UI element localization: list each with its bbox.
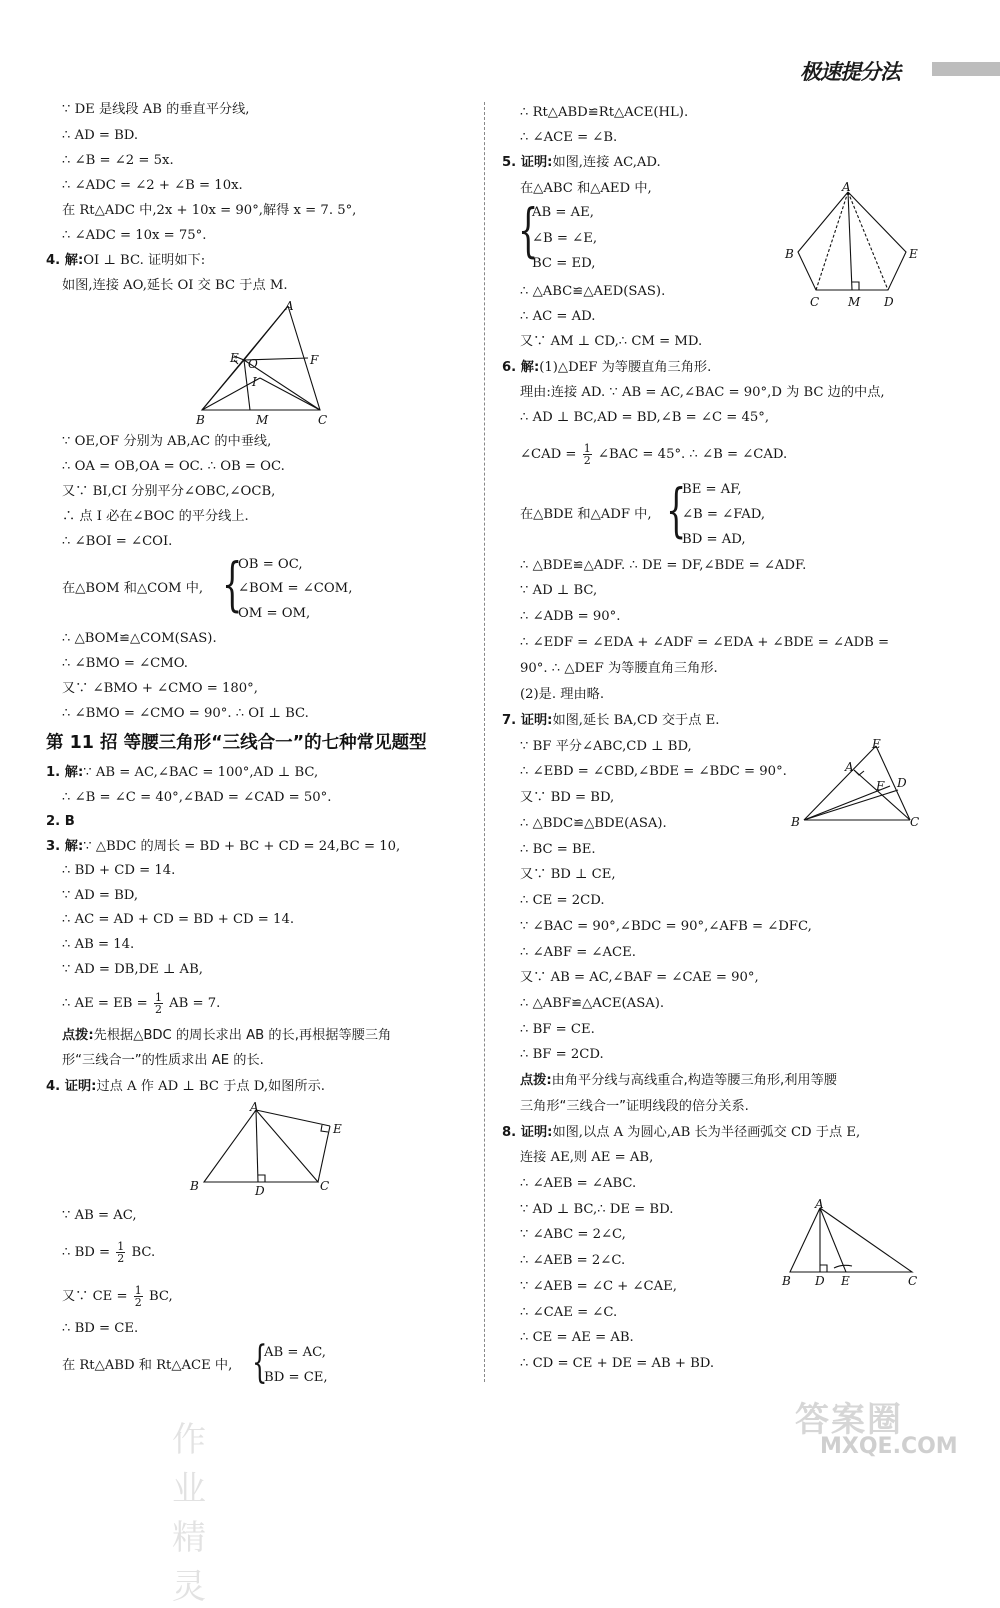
problem-7	[502, 712, 719, 730]
label-D: D	[897, 776, 907, 790]
fraction	[134, 1285, 143, 1308]
text-line: ∴ ∠B = ∠2 = 5x.	[62, 153, 174, 168]
label-C: C	[318, 413, 328, 427]
label-C: C	[810, 295, 820, 309]
problem-4	[46, 252, 205, 270]
text-line: ∵ AB = AC,	[62, 1208, 137, 1223]
label-D: D	[815, 1274, 825, 1288]
text-part: BC.	[131, 1245, 156, 1260]
brace-icon: {	[252, 1337, 268, 1388]
text-line: ∴ ∠AEB = ∠ABC.	[520, 1176, 637, 1191]
system-line: BD = AD,	[682, 532, 746, 547]
problem-number: 4. 解:	[46, 253, 84, 268]
problem-text: 如图,连接 AC,AD.	[552, 155, 661, 170]
system-line: ∠BOM = ∠COM,	[238, 581, 353, 596]
label-A: A	[285, 299, 294, 313]
problem-4b	[46, 1078, 325, 1096]
text-line: ∴ ∠BOI = ∠COI.	[62, 534, 173, 549]
text-line: ∴ ∠AEB = 2∠C.	[520, 1253, 626, 1268]
problem-text: 如图,延长 BA,CD 交于点 E.	[552, 713, 720, 728]
page-header	[800, 56, 1000, 86]
text-line: ∴ AD = BD.	[62, 128, 139, 143]
system-line: BE = AF,	[682, 482, 742, 497]
fraction-numerator: 1	[583, 442, 591, 455]
text-line: 又∵ AM ⊥ CD,∴ CM = MD.	[520, 334, 703, 349]
text-line: ∴ AB = 14.	[62, 937, 135, 952]
system-prefix: 在△BOM 和△COM 中,	[62, 581, 204, 596]
text-line: ∴ △BDE≌△ADF. ∴ DE = DF,∠BDE = ∠ADF.	[520, 558, 807, 573]
text-line: 又∵ ∠BMO + ∠CMO = 180°,	[62, 681, 258, 696]
label-E: E	[872, 737, 881, 751]
watermark-logo: 答案圈	[795, 1400, 903, 1440]
label-B: B	[196, 413, 205, 427]
label-E: E	[909, 247, 918, 261]
text-part: AB = 7.	[169, 996, 221, 1011]
text-line: ∴ ∠EDF = ∠EDA + ∠ADF = ∠EDA + ∠BDE = ∠ADB =	[520, 635, 890, 650]
text-line-fraction	[520, 443, 787, 466]
text-line: ∴ ∠B = ∠C = 40°,∠BAD = ∠CAD = 50°.	[62, 790, 332, 805]
text-line: ∵ BF 平分∠ABC,CD ⊥ BD,	[520, 739, 692, 754]
label-E: E	[841, 1274, 850, 1288]
text-line: ∴ ∠ACE = ∠B.	[520, 130, 618, 145]
text-line: ∵ AD ⊥ BC,	[520, 583, 598, 598]
problem-3	[46, 838, 400, 856]
text-line: ∴ ∠ADC = ∠2 + ∠B = 10x.	[62, 178, 243, 193]
tip-label: 点拨:	[62, 1028, 94, 1043]
text-line: ∴ OA = OB,OA = OC. ∴ OB = OC.	[62, 459, 285, 474]
brace-icon: {	[222, 550, 243, 618]
text-line: ∵ AD = BD,	[62, 888, 139, 903]
system-prefix: 在 Rt△ABD 和 Rt△ACE 中,	[62, 1358, 233, 1373]
problem-2: 2. B	[46, 814, 75, 829]
problem-text: 过点 A 作 AD ⊥ BC 于点 D,如图所示.	[96, 1079, 326, 1094]
problem-text: ∵ △BDC 的周长 = BD + BC + CD = 24,BC = 10,	[83, 839, 401, 854]
label-A: A	[815, 1197, 824, 1211]
text-line: 又∵ BD = BD,	[520, 790, 615, 805]
figure-arc-triangle	[776, 1196, 926, 1291]
system-line: AB = AE,	[532, 205, 594, 220]
fraction-denominator: 2	[583, 454, 591, 467]
label-B: B	[782, 1274, 791, 1288]
label-I: I	[252, 375, 257, 389]
problem-number: 1. 解:	[46, 765, 84, 780]
label-A: A	[845, 760, 854, 774]
tip-line: 形“三线合一”的性质求出 AE 的长.	[62, 1053, 264, 1068]
fraction	[116, 1241, 125, 1264]
problem-number: 6. 解:	[502, 360, 540, 375]
problem-number: 4. 证明:	[46, 1079, 97, 1094]
text-line: ∴ BD + CD = 14.	[62, 863, 176, 878]
text-line: ∵ OE,OF 分别为 AB,AC 的中垂线,	[62, 434, 272, 449]
fraction-numerator: 1	[154, 991, 162, 1004]
text-line: 又∵ BD ⊥ CE,	[520, 867, 616, 882]
text-line: ∵ ∠AEB = ∠C + ∠CAE,	[520, 1279, 677, 1294]
problem-text: ∵ AB = AC,∠BAC = 100°,AD ⊥ BC,	[83, 765, 319, 780]
text-line: ∵ DE 是线段 AB 的垂直平分线,	[62, 102, 250, 117]
text-line: ∴ Rt△ABD≌Rt△ACE(HL).	[520, 105, 689, 120]
label-F: F	[876, 779, 885, 793]
text-line: ∴ AD ⊥ BC,AD = BD,∠B = ∠C = 45°,	[520, 410, 770, 425]
text-line: ∴ BF = 2CD.	[520, 1047, 604, 1062]
text-line: ∴ ∠EBD = ∠CBD,∠BDE = ∠BDC = 90°.	[520, 764, 787, 779]
fraction-denominator: 2	[134, 1296, 142, 1309]
fraction-numerator: 1	[117, 1240, 125, 1253]
label-C: C	[320, 1179, 330, 1193]
fraction-denominator: 2	[117, 1252, 125, 1265]
fraction-denominator: 2	[154, 1003, 162, 1016]
tip-text: 先根据△BDC 的周长求出 AB 的长,再根据等腰三角	[93, 1028, 392, 1043]
header-bar	[932, 62, 1000, 76]
system-line: OB = OC,	[238, 557, 303, 572]
label-E: E	[333, 1122, 342, 1136]
problem-number: 8. 证明:	[502, 1125, 553, 1140]
text-line: ∴ ∠ADB = 90°.	[520, 609, 621, 624]
problem-6	[502, 359, 711, 377]
brand-title: 极速提分法	[800, 60, 900, 84]
text-part: ∴ BD =	[62, 1245, 111, 1260]
figure-triangle-oi	[190, 298, 340, 428]
brace-icon: {	[666, 476, 687, 544]
text-line: ∴ △ABC≌△AED(SAS).	[520, 284, 666, 299]
text-line: ∴ △BOM≌△COM(SAS).	[62, 631, 217, 646]
tip-label: 点拨:	[520, 1073, 552, 1088]
label-D: D	[255, 1184, 265, 1198]
text-line: (2)是. 理由略.	[520, 687, 605, 702]
label-B: B	[785, 247, 794, 261]
label-C: C	[908, 1274, 918, 1288]
text-line: 连接 AE,则 AE = AB,	[520, 1150, 654, 1165]
text-line: ∴ ∠BMO = ∠CMO = 90°. ∴ OI ⊥ BC.	[62, 706, 309, 721]
label-B: B	[791, 815, 800, 829]
text-part: ∠BAC = 45°. ∴ ∠B = ∠CAD.	[597, 447, 788, 462]
system-line: ∠B = ∠E,	[532, 231, 598, 246]
figure-bisector	[788, 734, 928, 834]
text-line: ∵ AD = DB,DE ⊥ AB,	[62, 962, 203, 977]
system-line: BC = ED,	[532, 256, 596, 271]
text-line: ∴ ∠BMO = ∠CMO.	[62, 656, 188, 671]
problem-1	[46, 764, 318, 782]
system-prefix: 在△BDE 和△ADF 中,	[520, 507, 652, 522]
label-O: O	[248, 357, 258, 371]
tip-line: 三角形“三线合一”证明线段的倍分关系.	[520, 1099, 749, 1114]
text-part: 又∵ CE =	[62, 1289, 128, 1304]
problem-number: 3. 解:	[46, 839, 84, 854]
footer-watermark: 作业精灵	[172, 1420, 210, 1607]
label-E: E	[230, 351, 239, 365]
problem-number: 5. 证明:	[502, 155, 553, 170]
text-line: ∴ BF = CE.	[520, 1022, 595, 1037]
text-line: ∵ ∠ABC = 2∠C,	[520, 1227, 626, 1242]
tip-line	[520, 1072, 837, 1090]
watermark-url: MXQE.COM	[820, 1434, 958, 1459]
brace-icon: {	[518, 196, 539, 264]
text-part: ∠CAD =	[520, 447, 577, 462]
text-line-fraction	[62, 1285, 173, 1308]
system-line: BD = CE,	[264, 1370, 328, 1385]
text-line: ∴ BD = CE.	[62, 1321, 139, 1336]
column-divider	[484, 102, 485, 1382]
text-line: ∴ CD = CE + DE = AB + BD.	[520, 1356, 715, 1371]
label-M: M	[256, 413, 269, 427]
text-line: ∵ ∠BAC = 90°,∠BDC = 90°,∠AFB = ∠DFC,	[520, 919, 812, 934]
text-line: 又∵ BI,CI 分别平分∠OBC,∠OCB,	[62, 484, 276, 499]
text-line: ∴ CE = AE = AB.	[520, 1330, 634, 1345]
problem-text: 如图,以点 A 为圆心,AB 长为半径画弧交 CD 于点 E,	[552, 1125, 861, 1140]
text-line: ∴ 点 I 必在∠BOC 的平分线上.	[62, 509, 249, 524]
figure-pentagon	[778, 180, 928, 310]
text-line: ∴ ∠ADC = 10x = 75°.	[62, 228, 207, 243]
problem-text: OI ⊥ BC. 证明如下:	[83, 253, 206, 268]
text-line: ∴ △ABF≌△ACE(ASA).	[520, 996, 665, 1011]
system-line: ∠B = ∠FAD,	[682, 507, 766, 522]
problem-number: 7. 证明:	[502, 713, 553, 728]
text-line: 在 Rt△ADC 中,2x + 10x = 90°,解得 x = 7. 5°,	[62, 203, 357, 218]
text-part: ∴ AE = EB =	[62, 996, 148, 1011]
fraction	[154, 992, 163, 1015]
tip-line	[62, 1027, 391, 1045]
text-line-fraction	[62, 992, 220, 1015]
section-heading: 第 11 招 等腰三角形“三线合一”的七种常见题型	[46, 733, 427, 753]
text-line: 理由:连接 AD. ∵ AB = AC,∠BAC = 90°,D 为 BC 边的中点,	[520, 385, 885, 400]
tip-text: 由角平分线与高线重合,构造等腰三角形,利用等腰	[551, 1073, 837, 1088]
text-line: 如图,连接 AO,延长 OI 交 BC 于点 M.	[62, 278, 288, 293]
text-line-fraction	[62, 1241, 155, 1264]
text-line: 又∵ AB = AC,∠BAF = ∠CAE = 90°,	[520, 970, 759, 985]
text-line: 90°. ∴ △DEF 为等腰直角三角形.	[520, 661, 718, 676]
problem-5	[502, 154, 661, 172]
fraction-numerator: 1	[134, 1284, 142, 1297]
fraction	[583, 443, 592, 466]
label-D: D	[884, 295, 894, 309]
label-A: A	[842, 180, 851, 194]
system-line: AB = AC,	[264, 1345, 326, 1360]
text-line: ∵ AD ⊥ BC,∴ DE = BD.	[520, 1202, 674, 1217]
label-M: M	[848, 295, 861, 309]
text-line: ∴ AC = AD + CD = BD + CD = 14.	[62, 912, 295, 927]
problem-text: (1)△DEF 为等腰直角三角形.	[539, 360, 712, 375]
text-part: BC,	[148, 1289, 173, 1304]
label-C: C	[910, 815, 920, 829]
label-B: B	[190, 1179, 199, 1193]
text-line: 在△ABC 和△AED 中,	[520, 181, 652, 196]
label-F: F	[310, 353, 319, 367]
problem-8	[502, 1124, 860, 1142]
system-line: OM = OM,	[238, 606, 311, 621]
label-A: A	[250, 1100, 259, 1114]
figure-ade-triangle	[182, 1096, 352, 1201]
text-line: ∴ BC = BE.	[520, 842, 596, 857]
text-line: ∴ ∠ABF = ∠ACE.	[520, 945, 636, 960]
text-line: ∴ AC = AD.	[520, 309, 596, 324]
text-line: ∴ CE = 2CD.	[520, 893, 605, 908]
text-line: ∴ ∠CAE = ∠C.	[520, 1305, 618, 1320]
text-line: ∴ △BDC≌△BDE(ASA).	[520, 816, 667, 831]
